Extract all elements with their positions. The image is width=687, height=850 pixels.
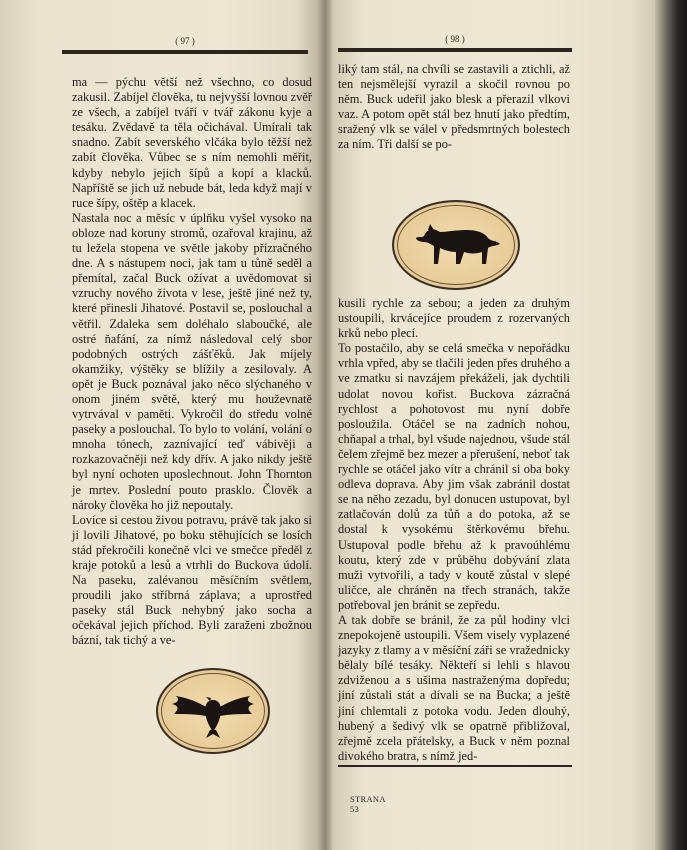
left-paragraph-1: ma — pýchu větší než všechno, co dosud zakusil. Zabíjel člověka, tu nejvyšší lovnou zvěř ze všech, a zabíjel tváří v tvář zákonu kyje a tesáku. Zvědavě ta těla očichával. Umírali tak snadno. Zabít severského vlčáka bylo těžší než zabít člověka. Vůbec se s ním nemohli měřit, kdyby nebylo jejich šípů a kopí a klacků. Napříště se jich už nebude bát, leda když mají v ruce šípy, oštěp a klacek. — [72, 75, 312, 210]
book-gutter — [318, 0, 332, 850]
dog-silhouette-icon — [394, 202, 518, 288]
right-text-column-bottom — [338, 296, 570, 764]
right-paragraph-top: liký tam stál, na chvíli se zastavili a ztichli, až ten nejsmělejší vyrazil a skočil rovnou po něm. Buck udeřil jako blesk a přerazil vlkovi vaz. A potom opět stál bez hnutí jako předtím, sražený vlk se válel v předsmrtných bolestech za ním. Tři další se po- — [338, 62, 570, 152]
right-paragraph-3: A tak dobře se bránil, že za půl hodiny vlci znepokojeně ustoupili. Všem visely vyplazené jazyky z tlamy a v měsíční záři se vražednicky bělaly bílé tesáky. Někteří si lehli s hlavou zdviženou a s ušima nastraženýma dopředu; jiní zůstali stát a dívali se na Bucka; a ještě jiní chlemtali z potoka vodu. Jeden dlouhý, hubený a šedivý vlk se opatrně přibližoval, zřejmě zcela přátelsky, a Buck v něm poznal divokého bratra, s nímž jed- — [338, 612, 570, 763]
right-paragraph-1: kusili rychle za sebou; a jeden za druhým ustoupili, krvácejíce proudem z rozervaných krků nebo plecí. — [338, 296, 570, 341]
right-text-column-top — [338, 62, 570, 153]
right-footer-rule — [338, 765, 572, 767]
left-paragraph-2: Nastala noc a měsíc v úplňku vyšel vysoko na obloze nad koruny stromů, ozařoval krajinu, až tu ležela stopena ve světle jakoby přízračného dne. A s nástupem noci, jak tam u tůně seděl a přemítal, začal Buck ožívat a uvědomovat si vzruchy nového života v lese, ještě jiné než ty, které přinesli Jihatové. Postavil se, poslouchal a větřil. Zdaleka sem doléhalo slaboučké, ale ostré ňafání, za nímž následoval celý sbor podobných ostrých zášťěků. Jak míjely okamžiky, výštěky se blížily a zesilovaly. A opět je Buck poznával jako něco slýchaného v onom jiném světě, který mu houževnatě vytrvával v paměti. Vykročil do středu volné paseky a poslouchal. To bylo to volání, volání o mnoha tónech, zaznívající teď vábivěji a rozkazovačněji než kdy dřív. A jako nikdy ještě byl nyní ochoten uposlechnout. John Thornton je mrtev. Poslední pouto prasklo. Člověk a nároky člověka ho již nepoutaly. — [72, 210, 312, 512]
raven-silhouette-icon — [158, 670, 268, 752]
left-text-column — [72, 75, 312, 649]
page-edge-shadow — [655, 0, 687, 850]
right-header-rule — [338, 48, 572, 52]
dog-illustration — [392, 200, 520, 290]
footer-strana-label: STRANA — [350, 794, 386, 804]
left-paragraph-3: Lovíce si cestou živou potravu, právě tak jako si ji lovili Jihatové, po boku stěhujících se losích stád překročili konečně vlci ve smečce předěl z kraje potoků a lesů a vtrhli do Buckova údolí. Na paseku, zalévanou měsíčním světlem, proudili jako stříbrná záplava; a uprostřed paseky stál Buck nehybný jako socha a očekával jejich příchod. Byli zaraženi zbožnou bázní, tak tichý a ve- — [72, 512, 312, 648]
left-header-rule — [62, 50, 308, 54]
right-page-number: ( 98 ) — [445, 34, 465, 44]
raven-illustration — [156, 668, 270, 754]
right-paragraph-2: To postačilo, aby se celá smečka v nepořádku vrhla vpřed, aby se tlačili jeden přes druhého a ve zmatku si navzájem překáželi, jak dychtili udolat novou kořist. Buckova zázračná rychlost a pohotovost mu nyní dobře posloužila. Otáčel se na zadních nohou, chňapal a trhal, byl všude najednou, všude stál čelem zřejmě bez mezer a přerušení, neboť tak rychle se otáčel jako vítr a chránil si oba boky odleva doprava. Aby jim však zabránil dostat se na něho zezadu, byl donucen ustupovat, byl zatlačován dolů za tůň a do potoka, až se dostal k vysokému štěrkovému břehu. Ustupoval podle břehu až k pravoúhlému koutu, který zde v průběhu dobývání zlata muži vytvořili, a tady v koutě zůstal v slepé uličce, ale chráněn na třech stranách, takže potřeboval jen bránit se zepředu. — [338, 341, 570, 612]
left-page-number: ( 97 ) — [175, 36, 195, 46]
footer-page-number: 53 — [350, 804, 360, 814]
